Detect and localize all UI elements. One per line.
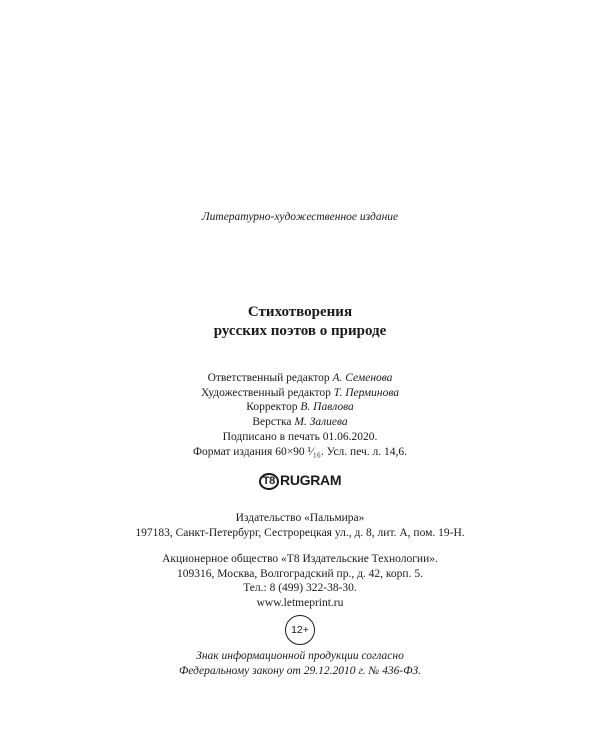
book-title-line-2: русских поэтов о природе bbox=[213, 323, 387, 339]
publisher-address: 197183, Санкт-Петербург, Сестрорецкая ул., д. 8, лит. А, пом. 19-Н. bbox=[135, 526, 465, 539]
credits-block bbox=[0, 371, 600, 429]
age-notice bbox=[0, 649, 600, 678]
printer-phone: Тел.: 8 (499) 322-38-30. bbox=[243, 582, 357, 594]
notice-line-1: Знак информационной продукции согласно bbox=[196, 650, 404, 662]
genre-label: Литературно-художественное издание bbox=[201, 211, 399, 223]
credit-line bbox=[0, 400, 600, 415]
credit-line bbox=[0, 386, 600, 401]
printer-address: 109316, Москва, Волгоградский пр., д. 42, корп. 5. bbox=[177, 567, 423, 580]
logo-text: RUGRAM bbox=[280, 472, 342, 488]
credit-role: Верстка bbox=[252, 415, 292, 428]
credit-role: Ответственный редактор bbox=[207, 372, 330, 384]
printer-name: Акционерное общество «T8 Издательские Технологии». bbox=[162, 553, 438, 565]
credit-role: Корректор bbox=[246, 401, 298, 413]
printer-info bbox=[0, 552, 600, 610]
credit-line bbox=[0, 415, 600, 430]
age-rating-wrap bbox=[0, 615, 600, 645]
printer-website: www.letmeprint.ru bbox=[256, 596, 344, 609]
print-format: Формат издания 60×90 ¹⁄₁₆. Усл. печ. л. 14,6. bbox=[192, 445, 408, 458]
publisher-info bbox=[0, 511, 600, 540]
credit-role: Художественный редактор bbox=[200, 386, 331, 399]
print-info bbox=[0, 430, 600, 459]
publisher-name: Издательство «Пальмира» bbox=[235, 512, 365, 524]
credit-name: В. Павлова bbox=[300, 401, 354, 413]
print-signed: Подписано в печать 01.06.2020. bbox=[222, 431, 378, 443]
credit-name: А. Семенова bbox=[332, 372, 393, 384]
t8-logo-icon: T8 bbox=[259, 473, 279, 490]
book-title bbox=[0, 303, 600, 341]
rugram-logo bbox=[0, 472, 600, 490]
credit-name: М. Залиева bbox=[294, 415, 348, 428]
notice-line-2: Федеральному закону от 29.12.2010 г. № 436-ФЗ. bbox=[178, 664, 422, 677]
age-rating-badge: 12+ bbox=[285, 615, 315, 645]
book-title-line-1: Стихотворения bbox=[247, 304, 353, 320]
credit-name: Т. Перминова bbox=[333, 386, 400, 399]
credit-line bbox=[0, 371, 600, 386]
